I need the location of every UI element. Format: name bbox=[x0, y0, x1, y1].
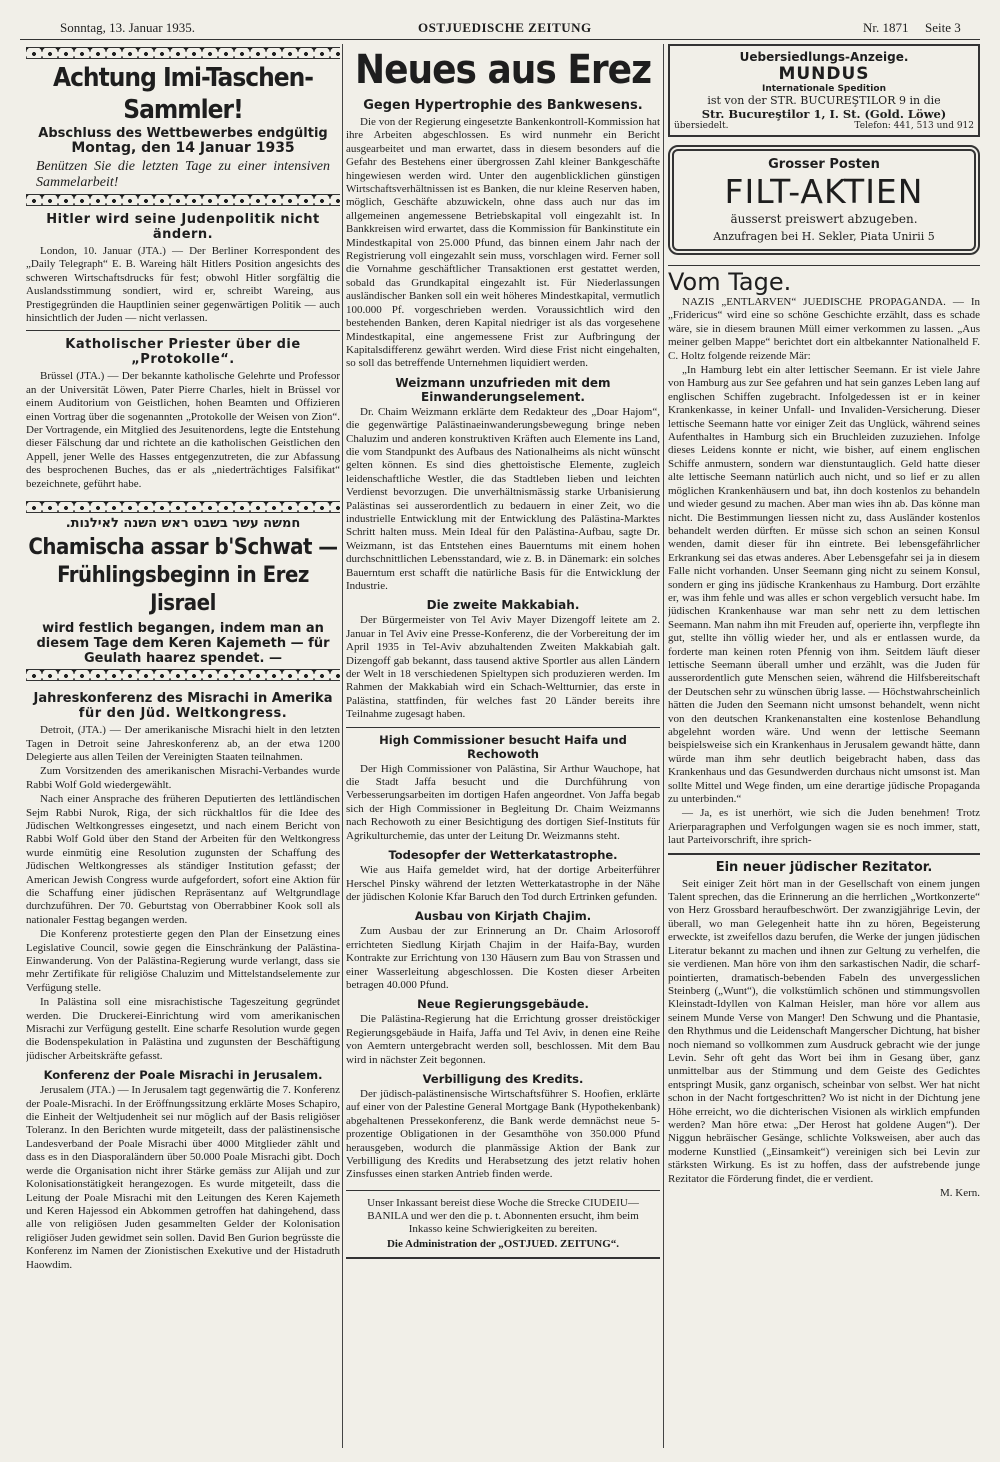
mundus-brand: MUNDUS bbox=[778, 64, 870, 84]
notice-signature: Die Administration der „OSTJUED. ZEITUNG“. bbox=[386, 1237, 620, 1250]
misrachi-headline-1: Jahreskonferenz des Misrachi in Amerika bbox=[33, 691, 333, 707]
ornament-divider bbox=[26, 194, 340, 206]
filt-contact: Anzufragen bei H. Sekler, Piata Unirii 5 bbox=[713, 230, 935, 243]
divider bbox=[346, 727, 660, 728]
kirjath-headline: Ausbau von Kirjath Chajim. bbox=[414, 909, 592, 924]
mundus-line-1: Uebersiedlungs-Anzeige. bbox=[739, 50, 909, 64]
masthead-page: Seite 3 bbox=[925, 20, 961, 35]
regierung-headline: Neue Regierungsgebäude. bbox=[417, 997, 589, 1012]
filt-aktien-advert bbox=[668, 145, 980, 255]
vom-tage-title: Vom Tage. bbox=[668, 265, 980, 296]
high-commissioner-headline: High Commissioner besucht Haifa und Rechowoth bbox=[379, 732, 627, 761]
kirjath-text: Zum Ausbau der zur Erinnerung an Dr. Chaim Arlosoroff errichteten Siedlung Kirjath Chajim in der Haifa-Bay, wurden Kontrakte zur Errichtung von 130 Häusern zum Bau von Strassen und einer Wasserleitung abgeschlossen. Die Kosten dieser Arbeiten betragen 40.000 Pfund. bbox=[346, 925, 660, 991]
mundus-line-6a: übersiedelt. bbox=[674, 121, 729, 131]
imi-subhead-2: Montag, den 14 Januar 1935 bbox=[71, 140, 295, 156]
filt-line-1: Grosser Posten bbox=[768, 157, 880, 172]
todesopfer-headline: Todesopfer der Wetterkatastrophe. bbox=[388, 848, 618, 863]
column-left bbox=[26, 44, 340, 1454]
priest-text: Brüssel (JTA.) — Der bekannte katholische Gelehrte und Professor an der Universität Löwen, Pater Pierre Charles, hielt in Brüssel vor einem Auditorium von Geistlichen, hohen Beamten und Offizieren einen Vortrag über die sogenannten „Protokolle der Weisen von Zion“. Der Vortragende, ein Mitglied des Jesuitenordens, legte die Entstehung dieser Fälschung dar und richtete an die katholischen Geistlichen den Appell, jener Welle des Hasses entgegenzutreten, die zur Abfassung des besprochenen Buches, das er als „niederträchtiges Falsifikat“ bezeichnete, geführt habe. bbox=[26, 370, 340, 490]
chamischa-title-1: Chamischa assar b'Schwat — bbox=[28, 535, 338, 561]
column-rule-2 bbox=[663, 44, 664, 1448]
rezitator-headline: Ein neuer jüdischer Rezitator. bbox=[715, 859, 933, 875]
rezitator-signature: M. Kern. bbox=[939, 1187, 980, 1199]
hypertrophie-headline: Gegen Hypertrophie des Bankwesens. bbox=[363, 98, 643, 113]
high-commissioner-text: Der High Commissioner von Palästina, Sir Arthur Wauchope, hat die Stadt Jaffa besucht und die Durchführung von Verbesserungsarbeiten im dortigen Hafen angeordnet. Von Jaffa begab sich der High Commissioner in Begleitung Dr. Chaim Weizmanns nach Rechowoth zu einer Besichtigung des dortigen Sief-Instituts für Agrikulturchemie, das unter der Leitung Dr. Weizmanns steht. bbox=[346, 762, 660, 842]
mundus-line-5: Str. Bucureştilor 1, I. St. (Gold. Löwe) bbox=[701, 107, 947, 121]
masthead-title: OSTJUEDISCHE ZEITUNG bbox=[418, 20, 592, 35]
mundus-line-4: ist von der STR. BUCUREŞTILOR 9 in die bbox=[707, 94, 941, 107]
priest-headline: Katholischer Priester über die „Protokolle“. bbox=[65, 337, 301, 368]
weizmann-text: Dr. Chaim Weizmann erklärte dem Redakteur des „Doar Hajom“, die gegenwärtige Palästinaeinwanderungsbewegung bringe neben Chaluzim und anderen konstruktiven Kräften auch Elemente ins Land, die vom Standpunkt des Aufbaus des Nationalheims als nicht wünscht gelten können. Es sind dies ghettoistische Elemente, zugleich leidenschaftliche Westler, die das Stadtleben lieben und leichten Verdienst bevorzugen. Die unverhältnismässig starke Urbanisierung Palästinas sei ausserordentlich zu bedauern in einer Zeit, wo die industrielle Entwicklung mit der Entwicklung des Palästina-Marktes Schritt halten muss. Mein Ideal für den Palästina-Aufbau, sagte Dr. Weizmann, ist das Entstehen eines Bauerntums mit einem hohen durchschnittlichen Lebensstandard, wie z. B. in Dänemark: ein solches Bauerntum erst schafft die natürliche Basis für die Entwicklung der Industrie. bbox=[346, 405, 660, 592]
mundus-phone: Telefon: 441, 513 und 912 bbox=[854, 121, 974, 131]
vom-tage-text-3: — Ja, es ist unerhört, wie sich die Juden benehmen! Trotz Arierparagraphen und Verfolgungen wagen sie es noch immer, statt, laut Parteivorschrift, ihre sprich- bbox=[668, 807, 980, 847]
chamischa-title-2: Frühlingsbeginn in Erez Jisrael bbox=[57, 563, 309, 617]
hebrew-heading: חמשה עשר בשבט ראש השנה לאילנות. bbox=[65, 516, 301, 532]
hitler-headline: Hitler wird seine Judenpolitik nicht ändern. bbox=[46, 212, 320, 242]
hypertrophie-text: Die von der Regierung eingesetzte Bankenkontroll-Kommission hat ihre Arbeiten abgeschlossen. Es wird nunmehr ein Bericht ausgearbeitet und man erwartet, dass in diesem besonders auf die Gefahr des Bestehens einer übergrossen Zahl kleiner Bankgeschäfte hingewiesen werden wird. Unter den augenblicklichen günstigen Wirtschaftsverhältnissen ist es Banken, die nur kleine Reserven haben, möglich, Geschäfte abzuwickeln, ohne dass auch nur das im allgemeinen angemessene Betriebskapital voll eingezahlt ist. In Bankkreisen wird erwartet, dass die Kommission für Bankinstitute ein Mindestkapital von 25.000 Pfund, das binnen einem Jahr nach der Registrierung voll eingezahlt sein muss, vorschlagen wird. Ferner soll die Vornahme geschäftlicher Transaktionen erst gestattet werden, sobald das Grundkapital eingezahlt ist. Für Niederlassungen ausländischer Banken soll ein weit höheres Mindestkapital, vermutlich 100.000 Pf. vorgeschrieben werden. Voraussichtlich wird den bestehenden Banken, deren Kapital niedriger ist als das vorgesehene Mindestkapital, eine angemessene Frist zur Aufbringung der Kapitalsdifferenz gewährt werden. Wird diese Frist nicht eingehalten, so soll das betreffende Unternehmen liquidiert werden. bbox=[346, 116, 660, 370]
misrachi-text-5: In Palästina soll eine misrachistische Tageszeitung gegründet werden. Die Druckerei-Einrichtung wird vom amerikanischen Misrachi zur Verfügung gestellt. Eine scharfe Resolution wurde gegen die Bodenspekulation in Palästina und zugunsten der Beschäftigung jüdischer Arbeitskräfte gefasst. bbox=[26, 996, 340, 1062]
kredit-text: Der jüdisch-palästinensische Wirtschaftsführer S. Hoofien, erklärte auf einer von der Palestine General Mortgage Bank (Hypothekenbank) abgehaltenen Pressekonferenz, die Bank werde demnächst neue 5-prozentige Obligationen in der Gesamthöhe von 350.000 Pfund herausgeben, wodurch die planmässige Aktion der Bank zur Verbilligung des Kredits und Herabsetzung des jetzt relativ hohen Zinsfusses einen starken Antrieb finden werde. bbox=[346, 1087, 660, 1181]
imi-headline: Achtung Imi-Taschen-Sammler! bbox=[52, 63, 314, 125]
administration-notice bbox=[346, 1190, 660, 1259]
masthead bbox=[20, 18, 980, 40]
mundus-line-3: Internationale Spedition bbox=[762, 84, 886, 94]
poale-text: Jerusalem (JTA.) — In Jerusalem tagt gegenwärtig die 7. Konferenz der Poale-Misrachi. In der Eröffnungssitzung erklärte Moses Schapiro, die Einheit der Weltjudenheit sei nur möglich auf der Basis religiöser Toleranz. In den Berichten wurde mitgeteilt, dass der palästinensische Landesverband der Poale Misrachi über 4000 Mitglieder zählt und dass es in den Diasporaländern über 50.000 Poale Misrachi gibt. Doch werde die Organisation nicht ihrer Stärke gemäss zur Alijah und zur Kolonisationstätigkeit herangezogen. Es wurde mitgeteilt, dass die Leitung der Poale Misrachi mit den Leitungen des Keren Kajemeth und Keren Hajessod ein Abkommen getroffen hat dahingehend, dass alle von religiösen Juden gesammelten Gelder der Kolonisation religiöser Juden gewidmet sein sollen. David Ben Gurion begrüsste die Konferenz im Namen der Zionistischen Exekutive und der Histadruth Haowdim. bbox=[26, 1084, 340, 1271]
misrachi-text-2: Zum Vorsitzenden des amerikanischen Misrachi-Verbandes wurde Rabbi Wolf Gold wiedergewählt. bbox=[26, 765, 340, 791]
notice-text: Unser Inkassant bereist diese Woche die Strecke CIUDEIU—BANILA und wer den die p. t. Abonnenten ersucht, ihm beim Inkasso keine Schwierigkeiten zu bereiten. bbox=[367, 1196, 639, 1235]
todesopfer-text: Wie aus Haifa gemeldet wird, hat der dortige Arbeiterführer Herschel Pinsky während der letzten Wetterkatastrophe in der Nähe der jüdischen Kolonie Kfar Baruch den Tod durch Ertrinken gefunden. bbox=[346, 864, 660, 903]
rezitator-text: Seit einiger Zeit hört man in der Gesellschaft von einem jungen Talent sprechen, das die Erinnerung an die herrlichen „Wortkonzerte“ von Herz Grossbard heraufbeschwört. Der zwanzigjährige Levin, der überall, wo man Gelegenheit hatte ihn zu hören, Begeisterung erweckte, ist zweifellos dazu berufen, die Werke der jungen jüdischen Literatur bekannt zu machen und ihnen zur Geltung zu verhelfen, die sie verdienen. Man höre von ihm den sarkastischen Nadir, die scharf-pointierten, dramatisch-bebenden Fabeln des unvergesslichen Steinberg („Wunt“), die volkstümlich schönen und stimmungsvollen Kleinstadt-Idyllen von Kalman Heisler, man höre vor allem aus seinem Munde Verse von Manger! Den Schwung und die Phantasie, den Rhythmus und die Leidenschaft Mangerscher Dichtung, hat bisher noch niemand so vollkommen zum Ausdruck gebracht wie der junge Levin. Sehr oft geht das Wort bei ihm in Gesang über, ganz unmittelbar aus der Stimmung und dem Geiste des Gedichtes entspringt Musik, ganz organisch, scheinbar von selbst. Wer hat nicht schon in der Nacht fortgeschritten? Wo ist nicht in der Dichtung jene Höhe erreicht, wo die dichterischen Visionen als wirklich empfunden werden? Man höre etwa: „Der Herost hat goldene Augen“). Der Niggun hebräischer Gesänge, schlichte Volksweisen, aber auch das moderne Kunstlied („Einsamkeit“) vereinigen sich bei Levin zur stärksten Wirkung. Es ist zu hoffen, dass der aufstrebende junge Rezitator die Förderung findet, die er verdient. bbox=[668, 877, 980, 1185]
imi-text: Benützen Sie die letzten Tage zu einer intensiven Sammelarbeit! bbox=[36, 159, 330, 190]
filt-brand: FILT-AKTIEN bbox=[724, 172, 924, 211]
misrachi-text-1: Detroit, (JTA.) — Der amerikanische Misrachi hielt in den letzten Tagen in Detroit seine Jahreskonferenz ab, an der etwa 1200 Delegierte aus allen Teilen der Vereinigten Staaten teilnahmen. bbox=[26, 724, 340, 763]
regierung-text: Die Palästina-Regierung hat die Errichtung grosser dreistöckiger Regierungsgebäude in Haifa, Jaffa und Tel Aviv, in denen eine Reihe von Aemtern untergebracht werden soll, beschlossen. Mit dem Bau wird in nächster Zeit begonnen. bbox=[346, 1013, 660, 1066]
mundus-advert bbox=[668, 44, 980, 137]
misrachi-text-3: Nach einer Ansprache des früheren Deputierten des lettländischen Sejm Rabbi Nurok, Riga, der sich rückhaltlos für die Idee des Jüdischen Weltkongresses eingesetzt, und nach einem Bericht von Rabbi Wolf Gold über den Stand der Arbeiten für den Weltkongress wurde einmütig eine Resolution zugunsten der Schaffung des Jüdischen Weltkongresses als ständiger Institution gefasst; der American Jewish Congress wurde aufgefordert, sofort eine Aktion für die Schaffung einer jüdischen Repräsentanz auf Weltgrundlage durchzuführen. Der 70. Geburtstag von Oberrabbiner Kook soll als nationaler Festtag begangen werden. bbox=[26, 793, 340, 926]
ornament-divider bbox=[26, 669, 340, 681]
vom-tage-text-1: NAZIS „ENTLARVEN“ JUEDISCHE PROPAGANDA. — In „Fridericus“ wird eine so schöne Geschichte erzählt, dass es schade wäre, sie in diesem braunen Müll eimer verkommen zu lassen. „Aus meiner gelben Mappe“ berichtet dort ein altbekannter Nationalheld F. C. Holtz folgende reizende Mär: bbox=[668, 296, 980, 362]
misrachi-headline-2: für den Jüd. Weltkongress. bbox=[78, 706, 288, 722]
makkabiah-headline: Die zweite Makkabiah. bbox=[426, 598, 580, 613]
masthead-issue: Nr. 1871 bbox=[863, 20, 909, 35]
divider bbox=[668, 853, 980, 855]
ornament-divider bbox=[26, 501, 340, 513]
imi-subhead-1: Abschluss des Wettbewerbes endgültig bbox=[38, 126, 328, 141]
hitler-text: London, 10. Januar (JTA.) — Der Berliner Korrespondent des „Daily Telegraph“ E. B. Wareing hält Hitlers Position angesichts des schweren Wirtschaftsdrucks für fest; obwohl Hitler sorgfältig die Auslandsstimmung sondiert, wird er, schreibt Wareing, aus Prestigegründen die Hauptlinien seiner gegenwärtigen Politik — auch hinsichtlich der Juden — nicht verlassen. bbox=[26, 245, 340, 325]
vom-tage-text-2: „In Hamburg lebt ein alter lettischer Seemann. Er ist viele Jahre von Hamburg aus zur See gefahren und hat sein ganzes Leben lang auf englischen Schiffen zugebracht. Infolgedessen ist er in keiner Krankenkasse, in keiner Unfall- und Invaliden-Versicherung. Dieser lettische Seemann hatte vor einiger Zeit das Unglück, während seines Aufenthaltes in Hamburg sich ein Bruchleiden zuzuziehen. Infolge dieses Leidens konnte er nicht, wie bisher, auf einem englischen Schiffe anmustern, sondern war dienstuntauglich. Geld hatte dieser alte lettische Seemann natürlich auch nicht, und so lief er zu allen möglichen Krankenhäusern und bat, ihn doch kostenlos zu behandeln und wieder gesund zu machen. Aber man wies ihn ab. Das könne man nicht. Die Bestimmungen liessen nicht zu, dass Ausländer kostenlos behandelt werden dürften. Er müsse sich schon an seinen Konsul wenden, damit dieser für ihn eintrete. Bei lebensgefährlicher Erkrankung sei das etwas anderes. Aber Lebensgefahr sei ja in diesem Falle nicht vorhanden. Unser Seemann ging nicht zu seinem Konsul, sondern er ging ins jüdische Krankenhaus zu Hamburg. Dort erzählte er, was ihm fehle und was alles er schon vergeblich versucht habe. Im jüdischen Krankenhause war man sehr nett zu dem lettischen Seemann. Man nahm ihn mit Freuden auf, operierte ihn, verpflegte ihn gut, stellte ihn völlig wieder her, und als er entlassen wurde, da forderte man keinen roten Pfennig von ihm. Seitdem läuft dieser lettische Seemann überall umher und erzählt, was die Juden für ausserordentlich gute Menschen seien, während die Hilfsbereitschaft der Deutschen sehr zu wünschen übrig lasse. — Höchstwahrscheinlich hätten die Juden den Seemann nicht umsonst behandelt, wenn nicht von den deutschen Krankenanstalten eine kostenlose Behandlung abgelehnt worden wäre. Und wenn der lettische Seemann beispielsweise sich ein Krankenhaus in Jerusalem gewandt hätte, dann würde man ihm sehr deutlich beigebracht haben, dass das Krankenhaus und das Gesundwerden durchaus nicht umsonst ist. Man sollte Mittel und Wege finden, um eine derartige jüdische Propaganda zu unterbinden.“ bbox=[668, 364, 980, 806]
filt-line-3: äusserst preiswert abzugeben. bbox=[730, 212, 918, 226]
weizmann-headline: Weizmann unzufrieden mit dem Einwanderungselement. bbox=[395, 375, 611, 404]
misrachi-text-4: Die Konferenz protestierte gegen den Plan der Einsetzung eines Legislative Council, sowie gegen die Einschränkung der Palästina-Einwanderung. Von der Palästina-Regierung wurde verlangt, dass sie mehr Zertifikate für religiöse Chaluzim und Mittelstandselemente zur Verfügung stelle. bbox=[26, 928, 340, 994]
makkabiah-text: Der Bürgermeister von Tel Aviv Mayer Dizengoff leitete am 2. Januar in Tel Aviv eine Presse-Konferenz, die der Vorbereitung der im April 1935 in Tel-Aviv abzuhaltenden Zweiten Makkabiah galt. Dizengoff gab bekannt, dass tausend aktive Sportler aus allen Ländern der Welt in 18 verschiedenen Spieltypen sich produzieren werden. Im Rahmen der Makkabiah wird ein Schach-Weltturnier, das erste in Palästina, stattfinden, für welches fast 20 Länder bereits ihre Teilnahme zugesagt haben. bbox=[346, 614, 660, 721]
chamischa-subhead: wird festlich begangen, indem man an diesem Tage dem Keren Kajemeth — für Geulath haarez spendet. — bbox=[36, 621, 330, 667]
poale-headline: Konferenz der Poale Misrachi in Jerusalem. bbox=[43, 1068, 323, 1083]
masthead-date: Sonntag, 13. Januar 1935. bbox=[60, 20, 196, 35]
divider bbox=[26, 330, 340, 331]
erez-headline: Neues aus Erez bbox=[354, 47, 652, 93]
column-rule-1 bbox=[342, 44, 343, 1448]
kredit-headline: Verbilligung des Kredits. bbox=[422, 1071, 584, 1086]
column-middle bbox=[346, 44, 660, 1454]
ornament-divider bbox=[26, 47, 340, 59]
column-right bbox=[668, 44, 980, 1454]
